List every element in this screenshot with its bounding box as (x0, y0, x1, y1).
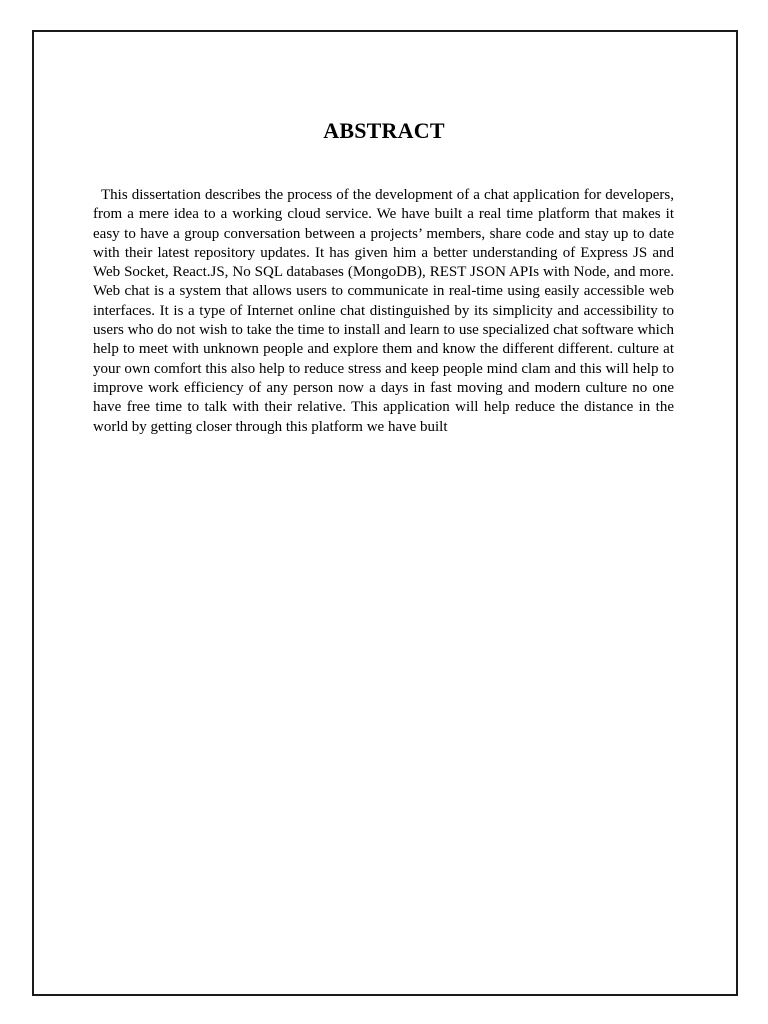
abstract-title: ABSTRACT (323, 118, 445, 143)
page-border (32, 30, 738, 996)
abstract-paragraph: This dissertation describes the process of the development of a chat application for developers, from a mere idea to a working cloud service. We have built a real time platform that makes it easy to have a group conversation between a projects’ members, share code and stay up to date with their latest repository updates. It has given him a better understanding of Express JS and Web Socket, React.JS, No SQL databases (MongoDB), REST JSON APIs with Node, and more. Web chat is a system that allows users to communicate in real-time using easily accessible web interfaces. It is a type of Internet online chat distinguished by its simplicity and accessibility to users who do not wish to take the time to install and learn to use specialized chat software which help to meet with unknown people and explore them and know the different different. culture at your own comfort this also help to reduce stress and keep people mind clam and this will help to improve work efficiency of any person now a days in fast moving and modern culture no one have free time to talk with their relative. This application will help reduce the distance in the world by getting closer through this platform we have built (93, 187, 674, 435)
